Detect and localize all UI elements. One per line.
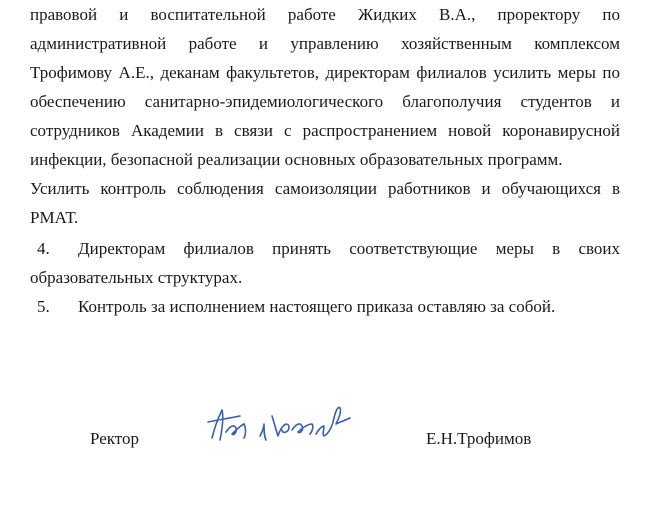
paragraph-line: правовой и воспитательной работе Жидких В.А., проректору по <box>30 5 620 24</box>
signatory-role: Ректор <box>90 429 140 448</box>
paragraph-line: административной работе и управлению хозяйственным комплексом <box>30 34 620 53</box>
paragraph-line: Трофимову А.Е., деканам факультетов, директорам филиалов усилить меры по <box>30 63 620 82</box>
signatory-name: Е.Н.Трофимов <box>426 429 532 448</box>
paragraph-line: инфекции, безопасной реализации основных образовательных программ. <box>30 150 563 169</box>
paragraph-line: сотрудников Академии в связи с распространением новой коронавирусной <box>30 121 620 140</box>
list-item-number: 5. <box>37 297 50 316</box>
paragraph-line: обеспечению санитарно-эпидемиологического благополучия студентов и <box>30 92 620 111</box>
paragraph-line: РМАТ. <box>30 208 79 227</box>
paragraph-line: Усилить контроль соблюдения самоизоляции работников и обучающихся в <box>30 179 620 198</box>
handwritten-signature <box>200 396 380 456</box>
list-item-text: Контроль за исполнением настоящего приказа оставляю за собой. <box>78 297 556 316</box>
list-item-text: Директорам филиалов принять соответствующие меры в своих <box>78 239 620 258</box>
list-item-number: 4. <box>37 239 50 258</box>
list-item-text: образовательных структурах. <box>30 268 243 287</box>
